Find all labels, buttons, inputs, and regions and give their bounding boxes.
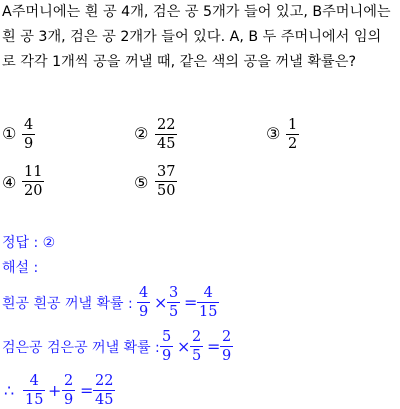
- choice-4-fraction[interactable]: [22, 163, 44, 200]
- white-result-fraction: [197, 284, 219, 321]
- denominator: 15: [199, 304, 218, 320]
- choice-1-fraction[interactable]: [22, 116, 35, 153]
- white-fraction-2: [167, 284, 180, 321]
- choice-1-numerator: 4: [24, 117, 34, 133]
- equals-sign: =: [207, 337, 221, 356]
- times-sign: ×: [154, 293, 168, 312]
- numerator: 4: [197, 284, 219, 303]
- choice-2-denominator: 45: [157, 136, 176, 152]
- white-ball-probability-label: 흰공 흰공 꺼낼 확률 :: [2, 296, 133, 312]
- denominator: 45: [95, 392, 114, 408]
- choice-4-numerator: 11: [24, 164, 43, 180]
- choice-5-numerator: 37: [157, 164, 176, 180]
- numerator: 2: [64, 373, 74, 389]
- choice-5-denominator: 50: [157, 183, 176, 199]
- numerator: 22: [95, 373, 114, 389]
- explanation-label: 해설 :: [2, 260, 39, 276]
- question-line-1: A주머니에는 흰 공 4개, 검은 공 5개가 들어 있고, B주머니에는: [2, 4, 391, 20]
- choice-3-marker[interactable]: ③: [266, 124, 281, 143]
- black-ball-probability-label: 검은공 검은공 꺼낼 확률 :: [2, 340, 160, 356]
- choice-2-marker[interactable]: ②: [134, 124, 149, 143]
- black-fraction-1: [160, 328, 173, 365]
- numerator: 3: [169, 285, 179, 301]
- choice-3-fraction[interactable]: [286, 116, 299, 153]
- numerator: 2: [192, 329, 202, 345]
- numerator: 4: [139, 285, 149, 301]
- equals-sign: =: [184, 293, 198, 312]
- numerator: 4: [23, 372, 45, 391]
- black-result-fraction: [220, 328, 233, 365]
- choice-5-marker[interactable]: ⑤: [134, 173, 149, 192]
- final-fraction-2: [62, 372, 75, 409]
- choice-4-marker[interactable]: ④: [2, 173, 17, 192]
- numerator: 2: [222, 329, 232, 345]
- denominator: 9: [139, 304, 149, 320]
- choice-1-marker[interactable]: ①: [2, 124, 17, 143]
- choice-5-fraction[interactable]: [155, 163, 177, 200]
- numerator: 5: [162, 329, 172, 345]
- denominator: 9: [222, 348, 232, 364]
- choice-3-numerator: 1: [288, 117, 298, 133]
- answer-label: 정답 : ②: [2, 235, 56, 251]
- question-line-2: 흰 공 3개, 검은 공 2개가 들어 있다. A, B 두 주머니에서 임의: [2, 29, 382, 45]
- choice-1-denominator: 9: [24, 136, 34, 152]
- choice-4-denominator: 20: [24, 183, 43, 199]
- denominator: 5: [192, 348, 202, 364]
- choice-2-numerator: 22: [157, 117, 176, 133]
- question-line-3: 로 각각 1개씩 공을 꺼낼 때, 같은 색의 공을 꺼낼 확률은?: [2, 54, 356, 70]
- final-result-fraction: [93, 372, 115, 409]
- therefore-sign: ∴: [4, 381, 15, 400]
- white-fraction-1: [137, 284, 150, 321]
- equals-sign: =: [80, 381, 94, 400]
- denominator: 5: [169, 304, 179, 320]
- plus-sign: +: [48, 381, 62, 400]
- black-fraction-2: [190, 328, 203, 365]
- times-sign: ×: [177, 337, 191, 356]
- denominator: 9: [162, 348, 172, 364]
- final-fraction-1: [23, 372, 45, 409]
- choice-2-fraction[interactable]: [155, 116, 177, 153]
- denominator: 15: [25, 392, 44, 408]
- denominator: 9: [64, 392, 74, 408]
- choice-3-denominator: 2: [288, 136, 298, 152]
